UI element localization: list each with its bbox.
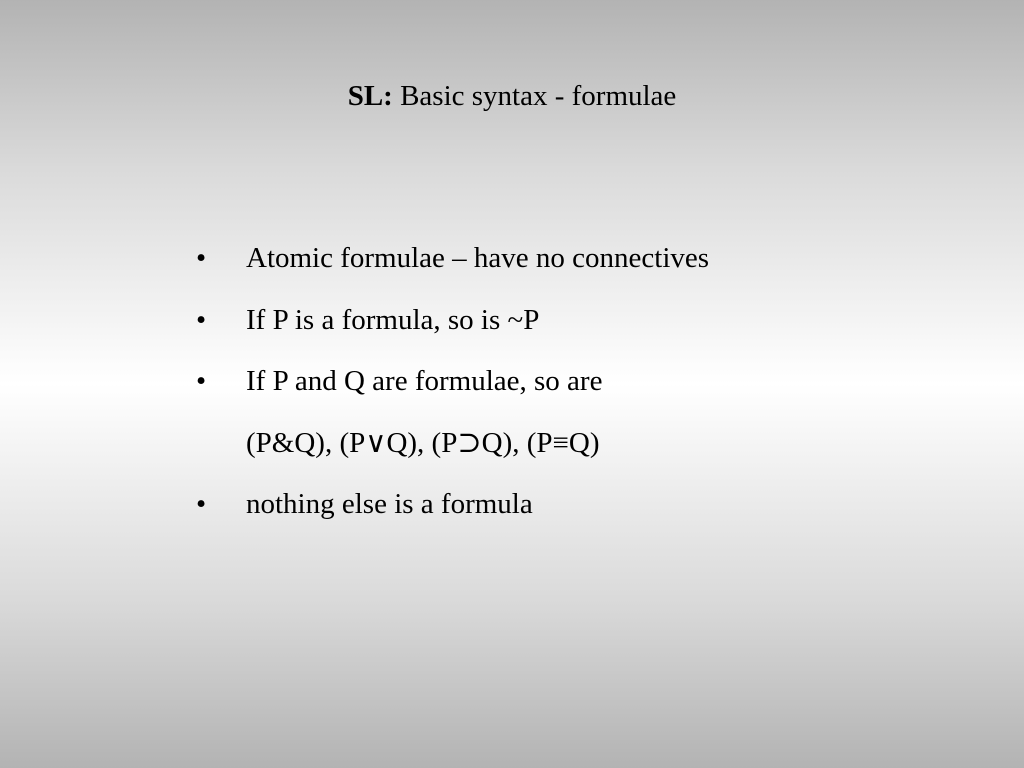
- bullet-item: [196, 361, 956, 401]
- title-prefix: SL:: [347, 80, 393, 112]
- bullet-item: [196, 484, 956, 524]
- slide-title: [0, 78, 1024, 114]
- bullet-text: If P is a formula, so is ~P: [246, 303, 540, 336]
- bullet-continuation: [196, 423, 956, 463]
- bullet-text: nothing else is a formula: [246, 488, 533, 520]
- bullet-text: If P and Q are formulae, so are: [246, 365, 603, 397]
- bullet-dot-icon: •: [196, 242, 207, 274]
- bullet-dot-icon: •: [196, 365, 207, 397]
- title-text: Basic syntax - formulae: [392, 80, 677, 112]
- bullet-dot-icon: •: [196, 303, 207, 336]
- bullet-text: Atomic formulae – have no connectives: [246, 242, 710, 274]
- bullet-list: [196, 238, 956, 546]
- bullet-dot-icon: •: [196, 488, 207, 520]
- bullet-item: [196, 300, 956, 340]
- bullet-item: [196, 238, 956, 278]
- formula-examples: (P&Q), (P∨Q), (P⊃Q), (P≡Q): [246, 426, 600, 459]
